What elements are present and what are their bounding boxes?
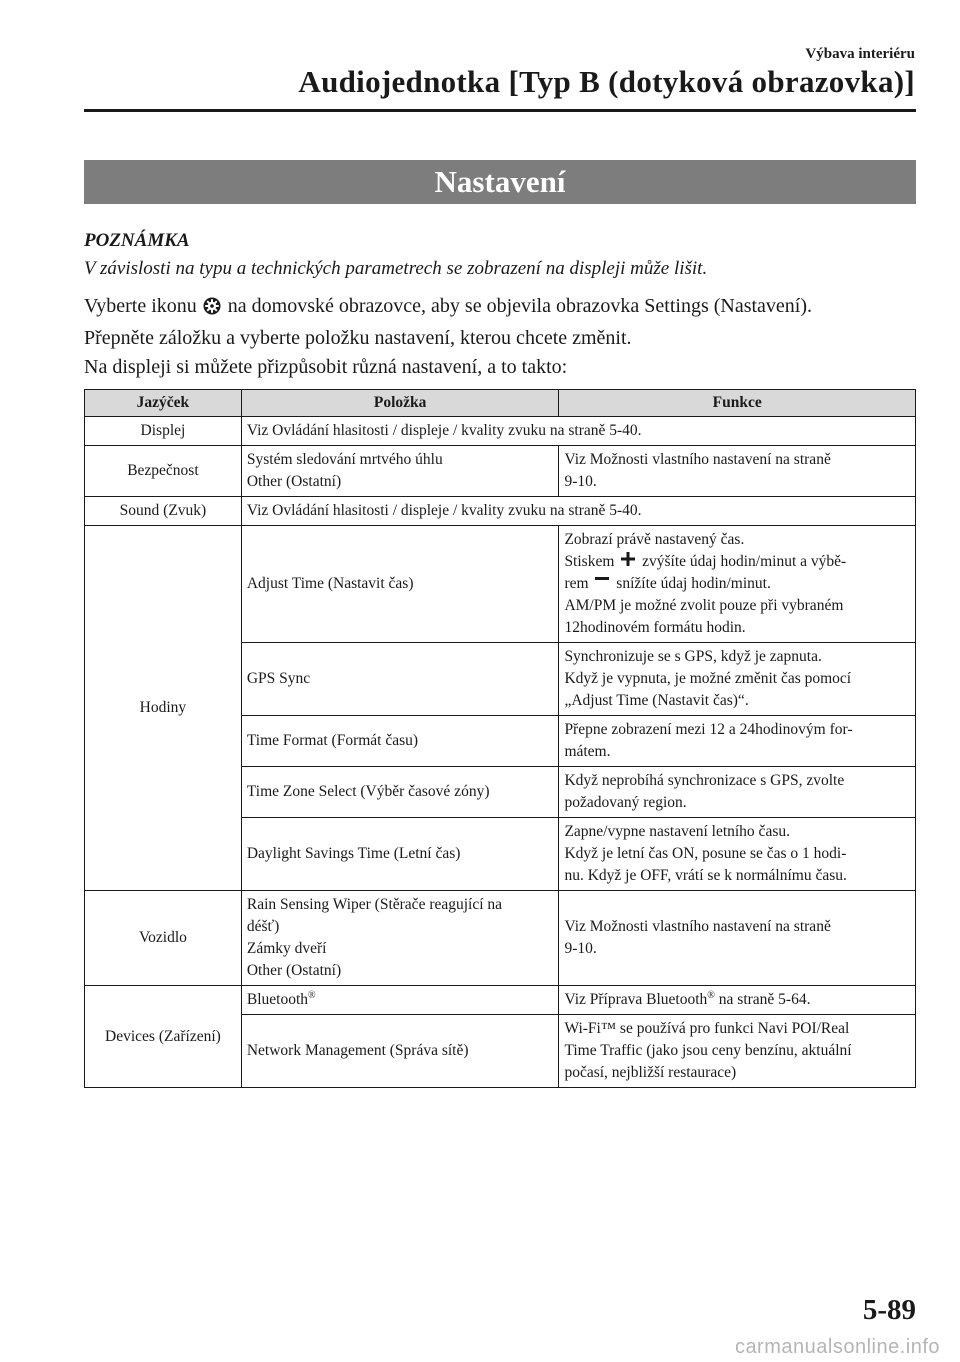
item-line: Other (Ostatní) [246,473,342,490]
function-cell [559,446,916,497]
function-line: 9-10. [564,473,597,490]
table-row [85,446,916,497]
item-cell [241,891,559,986]
table-row [85,417,916,446]
item-line: Zámky dveří [246,940,327,957]
section-banner: Nastavení [84,160,916,204]
item-cell: Adjust Time (Nastavit čas) [241,526,559,643]
registered-mark: ® [707,989,715,1001]
table-row [85,891,916,986]
function-text: zvýšíte údaj hodin/minut a výbě- [642,553,847,570]
intro-paragraph [84,292,924,382]
function-cell [559,818,916,891]
header-function: Funkce [559,390,916,417]
settings-gear-icon [203,295,221,324]
item-cell: Time Zone Select (Výběr časové zóny) [241,767,559,818]
tab-cell: Devices (Zařízení) [85,986,242,1088]
intro-line-2: Přepněte záložku a vyberte položku nastavení, kterou chcete změnit. [84,327,632,349]
intro-line-3: Na displeji si můžete přizpůsobit různá nastavení, a to takto: [84,356,568,378]
function-line: Zapne/vypne nastavení letního času. [564,823,790,840]
tab-cell: Hodiny [85,526,242,891]
function-cell [559,986,916,1015]
function-line: Wi-Fi™ se používá pro funkci Navi POI/Real [564,1020,850,1037]
function-line: požadovaný region. [564,794,687,811]
function-line: 12hodinovém formátu hodin. [564,619,746,636]
function-text: Viz Příprava Bluetooth [564,991,708,1008]
function-line: Když je vypnuta, je možné změnit čas pomocí [564,670,852,687]
note-text: V závislosti na typu a technických parametrech se zobrazení na displeji může lišit. [84,258,708,279]
table-row [85,497,916,526]
registered-mark: ® [308,989,316,1001]
function-line: 9-10. [564,940,597,957]
function-cell [559,716,916,767]
header-divider [84,109,916,112]
item-line: Rain Sensing Wiper (Stěrače reagující na [246,896,503,913]
chapter-title: Audiojednotka [Typ B (dotyková obrazovka)] [298,64,915,99]
function-cell [559,643,916,716]
section-heading: Výbava interiéru [805,46,915,62]
header-tab: Jazýček [85,390,242,417]
table-header-row [85,390,916,417]
function-line: „Adjust Time (Nastavit čas)“. [564,692,749,709]
item-line: déšť) [246,918,280,935]
minus-icon [595,573,609,595]
item-cell [241,446,559,497]
table-row [85,986,916,1015]
function-text: snížíte údaj hodin/minut. [616,575,771,592]
intro-text-before-icon: Vyberte ikonu [84,295,197,317]
function-line: Time Traffic (jako jsou ceny benzínu, aktuální [564,1042,852,1059]
function-line: mátem. [564,743,611,760]
item-line: Systém sledování mrtvého úhlu [246,451,443,468]
function-text: Stiskem [564,553,615,570]
function-line: AM/PM je možné zvolit pouze při vybraném [564,597,844,614]
tab-cell: Sound (Zvuk) [85,497,242,526]
function-line: Zobrazí právě nastavený čas. [564,531,745,548]
function-line: Přepne zobrazení mezi 12 a 24hodinovým for- [564,721,853,738]
settings-table [84,389,916,1088]
function-line: počasí, nejbližší restaurace) [564,1064,737,1081]
function-line: Když neprobíhá synchronizace s GPS, zvolte [564,772,845,789]
table-row [85,526,916,643]
watermark: carmanualsonline.info [734,1336,940,1358]
merged-cell: Viz Ovládání hlasitosti / displeje / kvality zvuku na straně 5-40. [241,497,915,526]
item-cell: Network Management (Správa sítě) [241,1015,559,1088]
function-line [564,573,910,595]
tab-cell: Displej [85,417,242,446]
function-cell [559,891,916,986]
tab-cell: Vozidlo [85,891,242,986]
function-line: nu. Když je OFF, vrátí se k normálnímu času. [564,867,847,884]
item-cell: GPS Sync [241,643,559,716]
page-number: 5-89 [862,1294,916,1326]
item-cell: Daylight Savings Time (Letní čas) [241,818,559,891]
item-cell: Time Format (Formát času) [241,716,559,767]
function-line: Viz Možnosti vlastního nastavení na straně [564,918,831,935]
function-cell [559,526,916,643]
intro-text-after-icon: na domovské obrazovce, aby se objevila obrazovka Settings (Nastavení). [227,295,813,317]
note-title: POZNÁMKA [84,230,190,251]
function-text: na straně 5-64. [714,991,811,1008]
function-line: Když je letní čas ON, posune se čas o 1 hodi- [564,845,847,862]
item-line: Other (Ostatní) [246,962,342,979]
function-cell [559,767,916,818]
function-cell [559,1015,916,1088]
tab-cell: Bezpečnost [85,446,242,497]
plus-icon [621,551,635,573]
function-text: rem [564,575,589,592]
merged-cell: Viz Ovládání hlasitosti / displeje / kvality zvuku na straně 5-40. [241,417,915,446]
function-line: Viz Možnosti vlastního nastavení na straně [564,451,831,468]
item-cell [241,986,559,1015]
function-line [564,551,910,573]
item-text: Bluetooth [246,991,308,1008]
function-line: Synchronizuje se s GPS, když je zapnuta. [564,648,822,665]
intro-line-1 [84,292,924,324]
header-item: Položka [241,390,559,417]
